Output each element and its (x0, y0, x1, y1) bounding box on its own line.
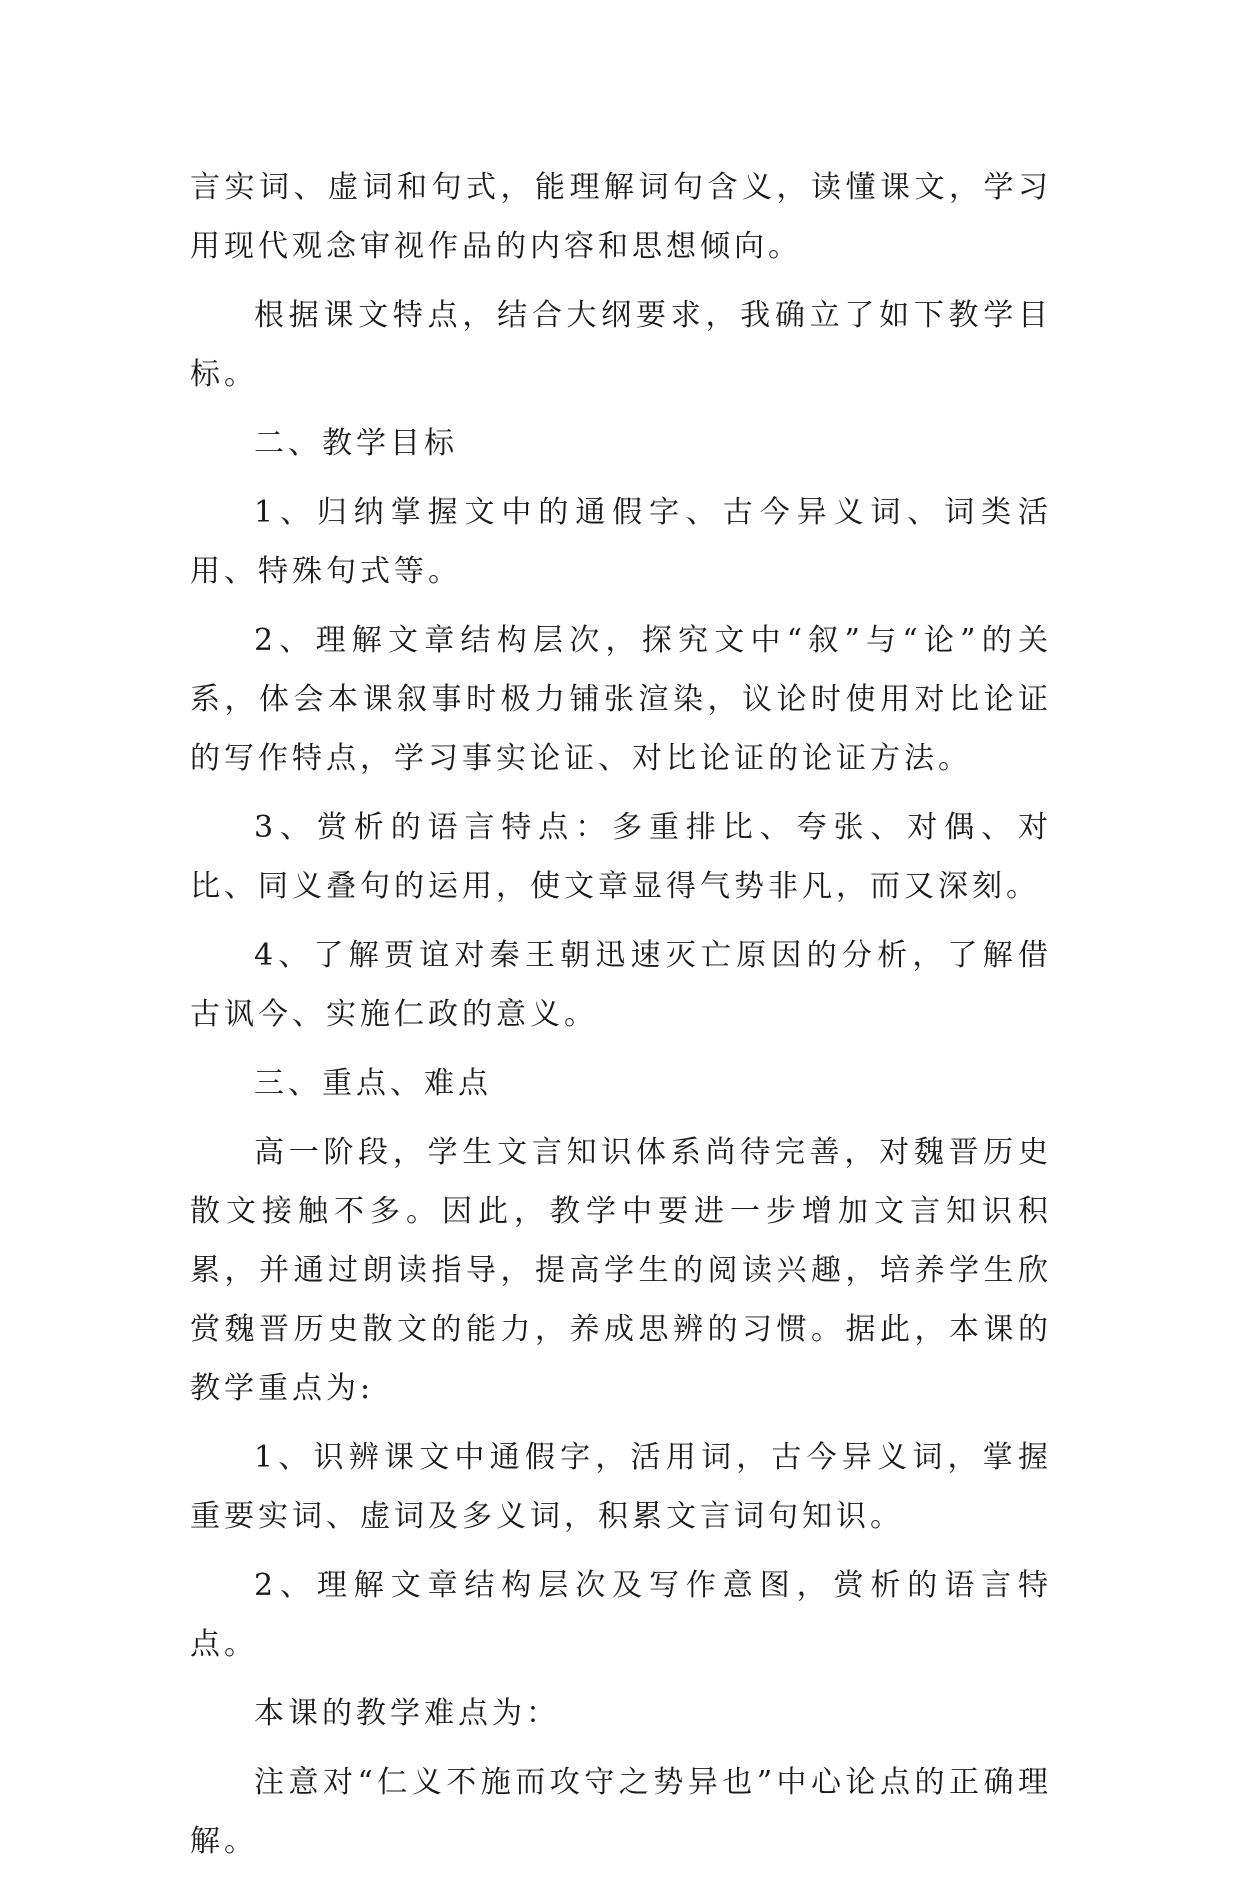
paragraph-difficulty-intro: 本课的教学难点为： (254, 1696, 560, 1731)
paragraph-intro-goals: 根据课文特点，结合大纲要求，我确立了如下教学目标。 (190, 298, 1052, 392)
paragraph-continuation: 言实词、虚词和句式，能理解词句含义，读懂课文，学习用现代观念审视作品的内容和思想倾向。 (190, 170, 1052, 264)
section-heading-teaching-goals: 二、教学目标 (254, 426, 458, 461)
goal-item-2: 2、理解文章结构层次，探究文中“叙”与“论”的关系，体会本课叙事时极力铺张渲染，议论时使用对比论证的写作特点，学习事实论证、对比论证的论证方法。 (190, 623, 1052, 776)
difficulty-item: 注意对“仁义不施而攻守之势异也”中心论点的正确理解。 (190, 1765, 1052, 1859)
goal-item-4: 4、了解贾谊对秦王朝迅速灭亡原因的分析，了解借古讽今、实施仁政的意义。 (190, 938, 1052, 1032)
section-heading-key-points: 三、重点、难点 (254, 1066, 492, 1101)
paragraph-key-points-intro: 高一阶段，学生文言知识体系尚待完善，对魏晋历史散文接触不多。因此，教学中要进一步增加文言知识积累，并通过朗读指导，提高学生的阅读兴趣，培养学生欣赏魏晋历史散文的能力，养成思辨的习惯。据此，本课的教学重点为: (190, 1135, 1052, 1406)
document-body (190, 158, 1052, 1881)
key-point-item-1: 1、识辨课文中通假字，活用词，古今异义词，掌握重要实词、虚词及多义词，积累文言词句知识。 (190, 1440, 1052, 1534)
goal-item-3: 3、赏析的语言特点：多重排比、夸张、对偶、对比、同义叠句的运用，使文章显得气势非凡，而又深刻。 (190, 810, 1052, 904)
key-point-item-2: 2、理解文章结构层次及写作意图，赏析的语言特点。 (190, 1568, 1052, 1662)
goal-item-1: 1、归纳掌握文中的通假字、古今异义词、词类活用、特殊句式等。 (190, 495, 1052, 589)
